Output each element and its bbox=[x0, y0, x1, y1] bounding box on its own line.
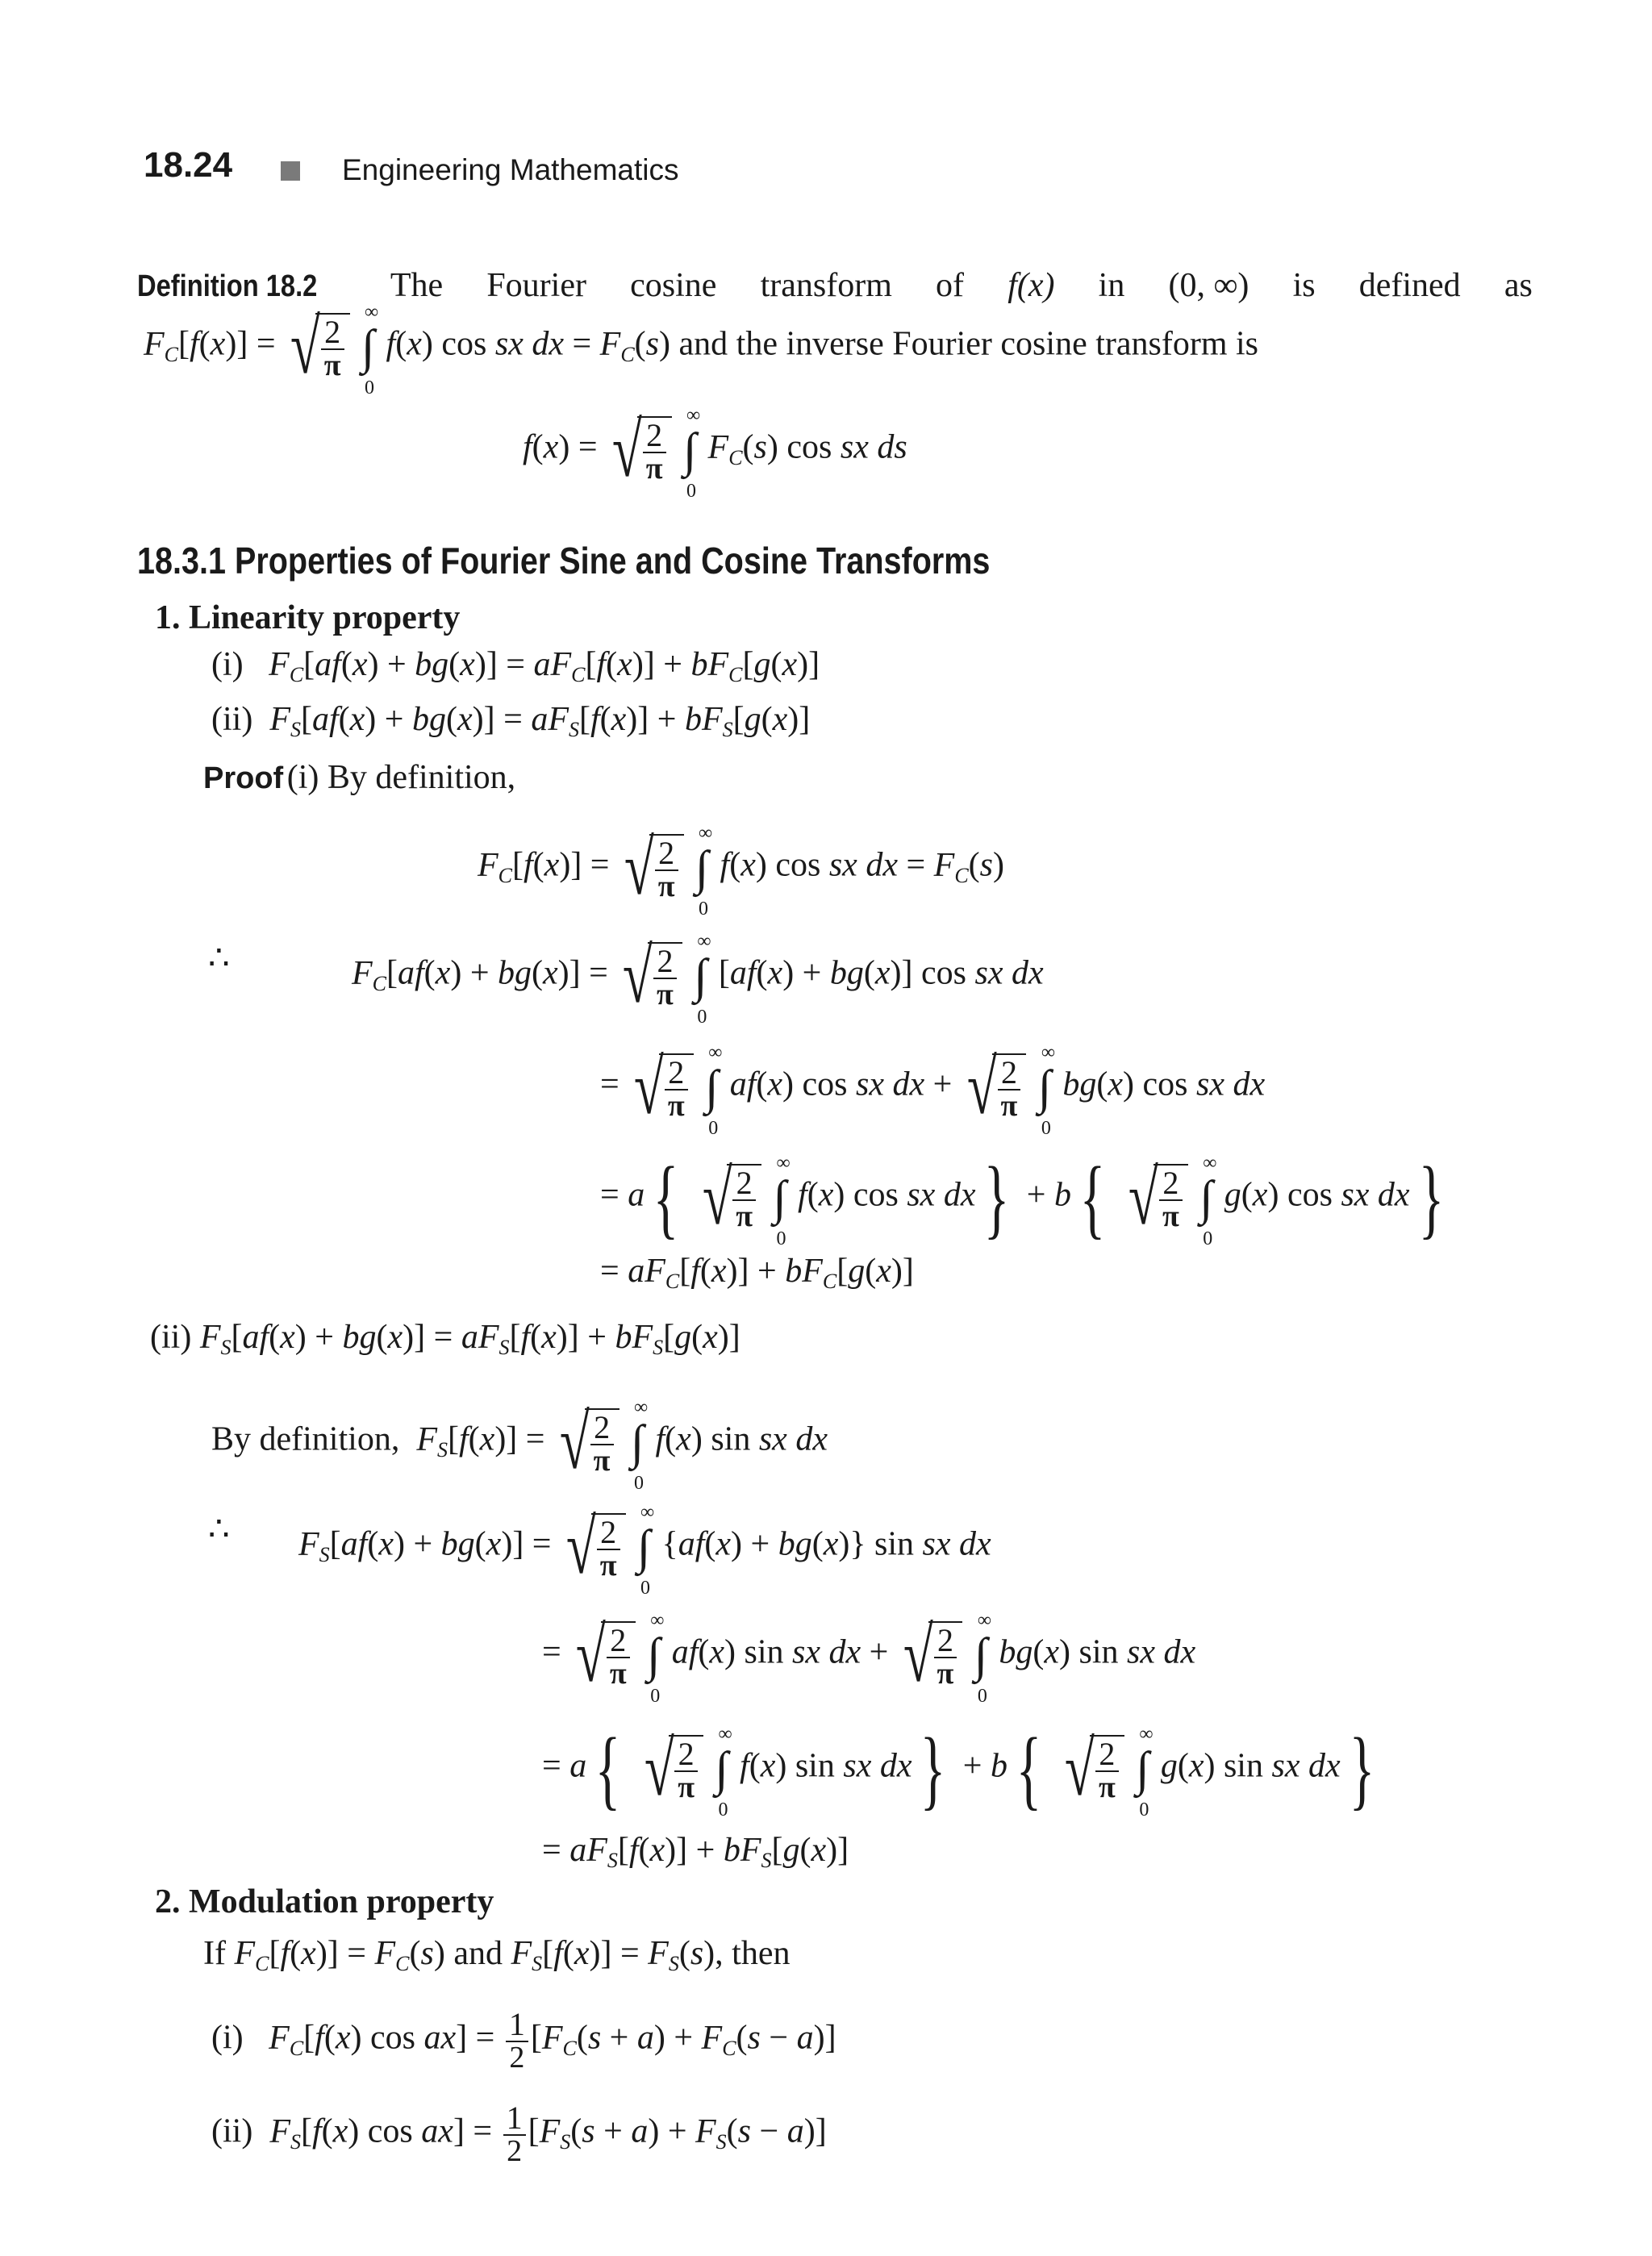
definition-word: as bbox=[1504, 267, 1533, 304]
linearity-sine-eq: (ii) $F_S[af(x) + bg(x)] = aF_S[f(x)] + bF_S[g(x)]$ bbox=[211, 701, 811, 741]
roman-ii: (ii) bbox=[150, 1319, 192, 1356]
definition-word: is bbox=[1292, 267, 1316, 304]
proof-sin-step2: = √ $\frac{2}{\pi}$ ∫ ∞ 0 af(x) sin sx dx + √ $\frac{2}{\pi}$ ∫ ∞ 0 bg(x) sin sx dx bbox=[542, 1609, 1196, 1707]
proof-sin-result: = $aF_S[f(x)] + bF_S[g(x)]$ bbox=[542, 1832, 849, 1872]
proof-line bbox=[203, 758, 515, 797]
cosine-transform-formula: $F_C[f(x)]$ = √ $\frac{2}{\pi}$ ∫ ∞ 0 f(x) cos sx dx = $F_C(s)$ and the inverse Fourier cosine transform is bbox=[144, 301, 1259, 398]
modulation-cosine-eq: (i) $F_C[f(x)$ cos ax] = $\frac{1}{2}$ $[F_C(s + a) + F_C(s - a)]$ bbox=[211, 2006, 836, 2075]
roman-i: (i) bbox=[211, 646, 244, 683]
proof-cos-step3: = a{ √ $\frac{2}{\pi}$ ∫ ∞ 0 f(x) cos sx dx} + b{ √ $\frac{2}{\pi}$ ∫ ∞ 0 g(x) cos sx dx} bbox=[600, 1149, 1444, 1249]
definition-continuation: and the inverse Fourier cosine transform is bbox=[678, 325, 1259, 363]
definition-word: transform bbox=[760, 267, 892, 304]
and-text: and bbox=[453, 1935, 503, 1972]
linearity-cosine-eq: (i) $F_C[af(x) + bg(x)] = aF_C[f(x)] + bF_C[g(x)]$ bbox=[211, 646, 820, 686]
proof-cos-step1: $F_C[af(x) + bg(x)]$ = √ $\frac{2}{\pi}$ ∫ ∞ 0 [af(x) + bg(x)] cos sx dx bbox=[352, 930, 1044, 1028]
definition-word: cosine bbox=[630, 267, 717, 304]
book-title: Engineering Mathematics bbox=[342, 153, 679, 186]
proof-text: (i) By definition, bbox=[286, 759, 516, 796]
section-heading: 18.3.1 Properties of Fourier Sine and Cosine Transforms bbox=[137, 540, 991, 582]
header-square-icon bbox=[281, 161, 300, 181]
definition-word: in bbox=[1098, 267, 1125, 304]
modulation-sine-eq: (ii) $F_S[f(x)$ cos ax] = $\frac{1}{2}$ $[F_S(s + a) + F_S(s - a)]$ bbox=[211, 2100, 827, 2168]
if-text: If bbox=[203, 1935, 226, 1972]
definition-word: defined bbox=[1358, 267, 1461, 304]
definition-word: Fourier bbox=[486, 267, 586, 304]
proof-sin-def: By definition, $F_S[f(x)]$ = √ $\frac{2}{\pi}$ ∫ ∞ 0 f(x) sin sx dx bbox=[211, 1396, 828, 1494]
therefore-symbol: ∴ bbox=[208, 940, 230, 977]
page-number: 18.24 bbox=[144, 145, 233, 185]
by-definition-text: By definition, bbox=[211, 1420, 400, 1458]
definition-label: Definition 18.2 bbox=[137, 269, 318, 303]
roman-ii: (ii) bbox=[211, 2112, 253, 2150]
sine-linearity-statement: (ii) $F_S[af(x) + bg(x)] = aF_S[f(x)] + bF_S[g(x)]$ bbox=[150, 1319, 740, 1359]
proof-cos-def: $F_C[f(x)]$ = √ $\frac{2}{\pi}$ ∫ ∞ 0 f(x) cos sx dx = $F_C(s)$ bbox=[478, 822, 1005, 919]
definition-word: f(x) bbox=[1007, 267, 1055, 304]
therefore-symbol: ∴ bbox=[208, 1511, 230, 1548]
modulation-condition: If $F_C[f(x)] = F_C(s)$ and $F_S[f(x)] = F_S(s)$, then bbox=[203, 1935, 791, 1975]
roman-i: (i) bbox=[211, 2019, 244, 2057]
definition-word: of bbox=[936, 267, 965, 304]
proof-sin-step1: $F_S[af(x) + bg(x)]$ = √ $\frac{2}{\pi}$ ∫ ∞ 0 {af(x) + bg(x)} sin sx dx bbox=[298, 1501, 991, 1599]
then-text: , then bbox=[715, 1935, 791, 1972]
definition-line bbox=[137, 266, 1533, 305]
proof-cos-result: = $aF_C[f(x)] + bF_C[g(x)]$ bbox=[600, 1253, 914, 1293]
inverse-cosine-formula: f(x) = √ $\frac{2}{\pi}$ ∫ ∞ 0 $F_C(s)$ cos sx ds bbox=[523, 404, 907, 502]
proof-sin-step3: = a{ √ $\frac{2}{\pi}$ ∫ ∞ 0 f(x) sin sx dx} + b{ √ $\frac{2}{\pi}$ ∫ ∞ 0 g(x) sin sx dx} bbox=[542, 1720, 1375, 1820]
definition-word: The bbox=[390, 267, 444, 304]
proof-label: Proof bbox=[203, 761, 284, 795]
roman-ii: (ii) bbox=[211, 701, 253, 738]
proof-cos-step2: = √ $\frac{2}{\pi}$ ∫ ∞ 0 af(x) cos sx dx + √ $\frac{2}{\pi}$ ∫ ∞ 0 bg(x) cos sx dx bbox=[600, 1041, 1266, 1139]
linearity-heading: 1. Linearity property bbox=[155, 599, 461, 636]
modulation-heading: 2. Modulation property bbox=[155, 1883, 494, 1920]
definition-word: (0, ∞) bbox=[1168, 267, 1249, 304]
